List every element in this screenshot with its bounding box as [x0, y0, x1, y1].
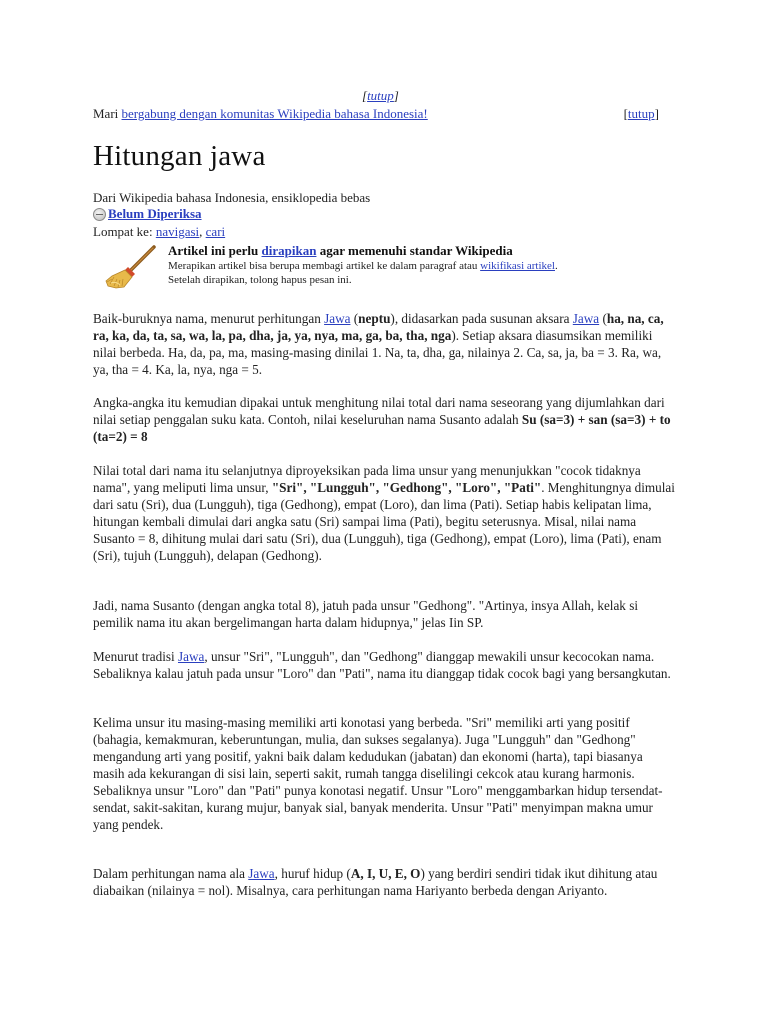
- cleanup-desc-pre: Merapikan artikel bisa berupa membagi artikel ke dalam paragraf atau: [168, 260, 481, 272]
- paragraph-1: [93, 310, 677, 378]
- close-top: [tutup]: [362, 88, 399, 103]
- cleanup-desc-post: .: [554, 260, 558, 272]
- vowels: A, I, U, E, O: [350, 866, 421, 881]
- review-status-label[interactable]: Belum Diperiksa: [108, 206, 202, 221]
- paragraph-7: [93, 865, 677, 899]
- cleanup-notice: [102, 243, 662, 289]
- notice-prefix: Mari: [93, 106, 122, 121]
- cleanup-heading-pre: Artikel ini perlu: [168, 243, 262, 258]
- five-elements: "Sri", "Lungguh", "Gedhong", "Loro", "Pati": [271, 480, 542, 495]
- page-title: Hitungan jawa: [93, 140, 266, 172]
- p3-text-c: . Menghitungnya dimulai dari satu (Sri), dua (Lungguh), tiga (Gedhong), empat (Loro), dan lima (Pati). Setiap habis kelipatan lima, hitungan kembali dimulai dari angka satu (Sri) sampai lima (Pati), begitu seterusnya. Misal, nilai nama Susanto = 8, dihitung mulai dari satu (Sri), dua (Lungguh), tiga (Gedhong), empat (Loro), lima (Pati), enam (Sri), tujuh (Lungguh), delapan (Gedhong).: [93, 480, 675, 563]
- p2-text-a: Angka-angka itu kemudian dipakai untuk menghitung nilai total dari nama seseorang yang dijumlahkan dari nilai setiap penggalan suku kata. Contoh, nilai keseluruhan nama Susanto adalah: [93, 395, 665, 427]
- jawa-link[interactable]: Jawa: [324, 311, 351, 326]
- p1-text-c: ), didasarkan pada susunan aksara: [390, 311, 573, 326]
- paragraph-5: [93, 648, 677, 682]
- wikify-link[interactable]: wikifikasi artikel: [480, 260, 555, 272]
- p1-text-b: (: [350, 311, 359, 326]
- site-sub: Dari Wikipedia bahasa Indonesia, ensiklopedia bebas: [93, 190, 371, 205]
- jawa-script-link[interactable]: Jawa: [572, 311, 600, 326]
- jump-prefix: Lompat ke:: [93, 224, 156, 239]
- paragraph-6: Kelima unsur itu masing-masing memiliki arti konotasi yang berbeda. "Sri" memiliki arti yang positif (bahagia, kemakmuran, keberuntungan, mulia, dan sukses segalanya). Juga "Lungguh" dan "Gedhong" mengandung arti yang positif, yakni baik dalam kedudukan (jabatan) dan ekonomi (harta), tapi biasanya masih ada kekurangan di sisi lain, seperti sakit, rumah tangga diselilingi cekcok atau kurang harmonis. Sebaliknya unsur "Loro" dan "Pati" punya konotasi negatif. Unsur "Loro" menggambarkan hidup tersendat-sendat, sakit-sakitan, kurang mujur, banyak sial, banyak menderita. Unsur "Pati" menyimpan makna umur yang pendek.: [93, 715, 663, 832]
- cleanup-text: [168, 243, 668, 287]
- p1-text-d: (: [599, 311, 607, 326]
- review-status[interactable]: [93, 206, 202, 222]
- close-right: [tutup]: [623, 106, 659, 121]
- p3-text-a: Nilai total dari nama itu selanjutnya diproyeksikan pada lima unsur yang menunjukkan "cocok tidaknya nama", yang meliputi lima unsur,: [93, 463, 641, 495]
- jump-sep: ,: [199, 224, 206, 239]
- p1-text-e: ). Setiap aksara diasumsikan memiliki nilai berbeda. Ha, da, pa, ma, masing-masing dinilai 1. Na, ta, dha, ga, nilainya 2. Ca, sa, ja, ba = 3. Ra, wa, ya, tha = 4. Ka, la, nya, nga = 5.: [93, 328, 662, 377]
- aksara-list: ha, na, ca, ra, ka, da, ta, sa, wa, la, pa, dha, ja, ya, nya, ma, ga, ba, tha, nga: [93, 311, 664, 343]
- paragraph-3: [93, 462, 677, 564]
- p1-text-a: Baik-buruknya nama, menurut perhitungan: [93, 311, 325, 326]
- jump-to: [93, 224, 225, 240]
- site-notice: [93, 106, 659, 122]
- p7-text-b: , huruf hidup (: [274, 866, 351, 881]
- jawa-tradition-link[interactable]: Jawa: [177, 649, 205, 664]
- jump-navigation-link[interactable]: navigasi: [155, 224, 200, 239]
- paragraph-4: Jadi, nama Susanto (dengan angka total 8), jatuh pada unsur "Gedhong". "Artinya, insya Allah, kelak si pemilik nama itu akan bergelimangan harta dalam hidupnya," jelas Iin SP.: [93, 598, 638, 630]
- close-right-link[interactable]: tutup: [627, 106, 655, 121]
- join-community-link[interactable]: bergabung dengan komunitas Wikipedia bahasa Indonesia!: [121, 106, 428, 121]
- p5-text-b: , unsur "Sri", "Lungguh", dan "Gedhong" dianggap mewakili unsur kecocokan nama. Sebaliknya kalau jatuh pada unsur "Loro" dan "Pati", nama itu dianggap tidak cocok bagi yang bersangkutan.: [93, 649, 671, 681]
- jump-search-link[interactable]: cari: [205, 224, 226, 239]
- cleanup-heading: [168, 243, 668, 259]
- close-top-link[interactable]: tutup: [367, 88, 394, 103]
- paragraph-2: [93, 394, 677, 445]
- p7-text-c: ) yang berdiri sendiri tidak ikut dihitung atau diabaikan (nilainya = nol). Misalnya, cara perhitungan nama Hariyanto berbeda dengan Ariyanto.: [93, 866, 658, 898]
- neptu-term: neptu: [358, 311, 391, 326]
- broom-icon: [102, 243, 162, 289]
- cleanup-link[interactable]: dirapikan: [261, 243, 317, 258]
- p5-text-a: Menurut tradisi: [93, 649, 178, 664]
- susanto-formula: Su (sa=3) + san (sa=3) + to (ta=2) = 8: [93, 412, 671, 444]
- cleanup-desc: [168, 259, 668, 273]
- cleanup-heading-post: agar memenuhi standar Wikipedia: [316, 243, 513, 258]
- jawa-name-link[interactable]: Jawa: [248, 866, 275, 881]
- cleanup-note: Setelah dirapikan, tolong hapus pesan ini.: [168, 274, 352, 286]
- unreviewed-icon: [93, 208, 106, 221]
- p7-text-a: Dalam perhitungan nama ala: [93, 866, 249, 881]
